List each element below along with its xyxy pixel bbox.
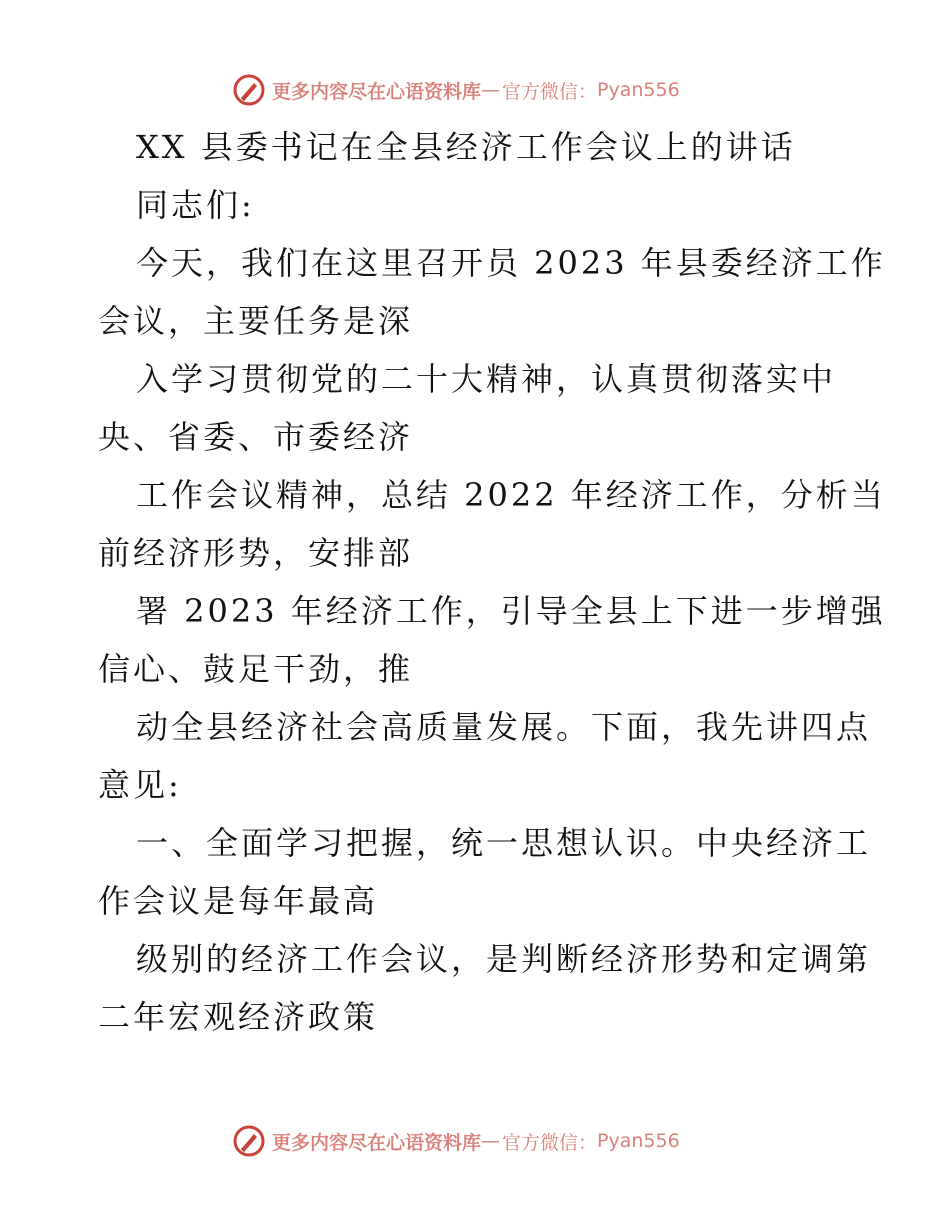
watermark-brand: 更多内容尽在心语资料库 [272,80,482,103]
watermark-official-label: 官方微信： [502,80,598,103]
pen-logo-icon [232,73,266,107]
document-line: 会议，主要任务是深 [98,302,414,340]
document-line: 动全县经济社会高质量发展。下面，我先讲四点 [136,708,872,746]
watermark-dash: — [481,1130,501,1152]
document-line: 一、全面学习把握，统一思想认识。中央经济工 [136,824,872,862]
document-line: 二年宏观经济政策 [98,998,379,1036]
header-watermark [232,70,680,110]
document-line: 意见: [98,766,182,804]
document-line: 入学习贯彻党的二十大精神，认真贯彻落实中 [136,360,837,398]
watermark-dash: — [481,79,501,101]
document-line: 信心、鼓足干劲，推 [98,650,414,688]
document-line: 工作会议精神，总结 2022 年经济工作，分析当 [136,476,886,514]
document-line: 今天，我们在这里召开员 2023 年县委经济工作 [136,244,886,282]
watermark-official-label: 官方微信： [502,1131,598,1154]
pen-logo-icon [232,1124,266,1158]
watermark-wechat-id: Pyan556 [597,1130,680,1152]
document-line: 央、省委、市委经济 [98,418,414,456]
watermark-brand: 更多内容尽在心语资料库 [272,1131,482,1154]
document-line: 级别的经济工作会议，是判断经济形势和定调第 [136,940,872,978]
document-line: 前经济形势，安排部 [98,534,414,572]
footer-watermark [232,1121,680,1161]
document-line: 署 2023 年经济工作，引导全县上下进一步增强 [136,592,886,630]
document-line: 作会议是每年最高 [98,882,379,920]
document-title: XX 县委书记在全县经济工作会议上的讲话 [136,128,796,166]
watermark-wechat-id: Pyan556 [597,79,680,101]
document-line: 同志们: [136,186,255,224]
